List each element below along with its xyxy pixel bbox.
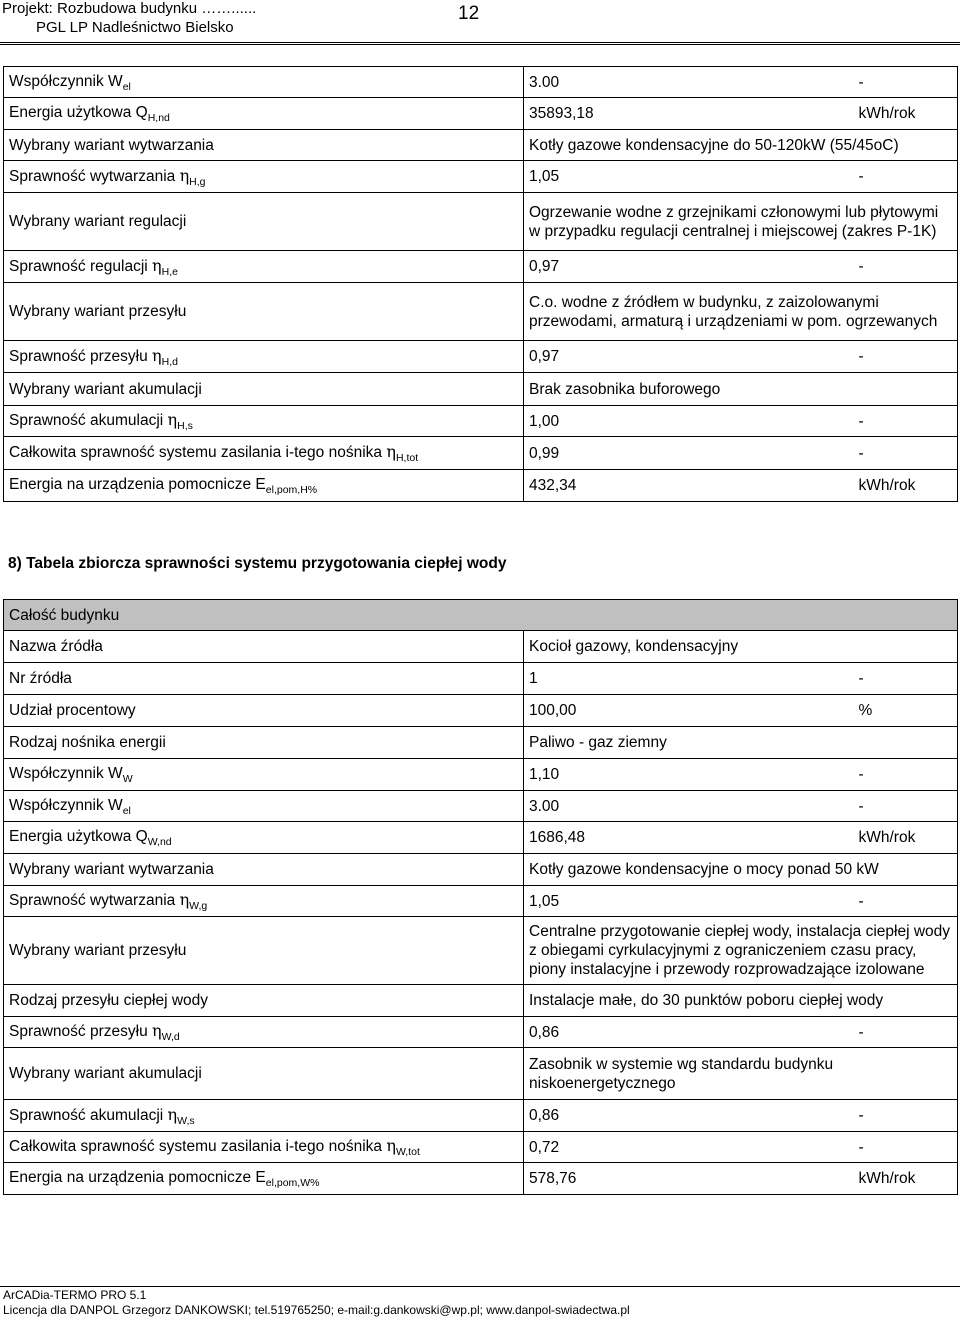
table-row [4,759,958,791]
value-cell: Kocioł gazowy, kondensacyjny [524,631,958,663]
project-title: Projekt: Rozbudowa budynku ……...... [2,0,257,17]
row-label: Sprawność akumulacji [9,412,168,429]
unit-cell: - [854,437,958,470]
group-header-row [4,600,958,631]
value-cell: 0,99 [524,437,854,470]
table-row [4,791,958,822]
label-cell [4,631,524,663]
unit-cell: - [854,1017,958,1048]
table-row [4,1100,958,1132]
eta-symbol: η [167,1104,178,1124]
project-client: PGL LP Nadleśnictwo Bielsko [36,19,234,36]
footer-software: ArCADia-TERMO PRO 5.1 [3,1288,147,1302]
eta-symbol: η [179,165,190,185]
row-label: Sprawność wytwarzania [9,167,180,185]
unit-cell: - [854,1132,958,1163]
subscript: H,nd [147,112,170,124]
table-row [4,406,958,437]
value-cell: 100,00 [524,695,854,727]
table-row [4,130,958,161]
label-cell [4,193,524,251]
table-row [4,985,958,1017]
unit-cell: - [854,251,958,283]
value-cell: 0,86 [524,1017,854,1048]
section-title: 8) Tabela zbiorcza sprawności systemu przygotowania ciepłej wody [8,555,507,572]
label-cell [4,1100,524,1132]
value-cell: 1 [524,663,854,695]
table-row [4,437,958,470]
footer-divider [0,1286,960,1287]
label-cell [4,1048,524,1100]
table-row [4,854,958,886]
label-cell [4,341,524,373]
subscript: W,nd [147,836,172,848]
subscript: H,e [161,265,178,278]
row-label: Energia na urządzenia pomocnicze E [9,476,266,493]
value-cell: 432,34 [524,470,854,502]
value-cell: 0,97 [524,251,854,283]
eta-symbol: η [167,410,178,429]
value-cell: 1686,48 [524,822,854,854]
subscript: W,g [189,900,208,912]
table-row [4,283,958,341]
label-cell [4,251,524,283]
table-row [4,917,958,985]
table-row [4,695,958,727]
label-cell [4,161,524,193]
label-cell [4,1163,524,1195]
unit-cell: - [854,759,958,791]
table-row [4,1163,958,1195]
label-cell [4,130,524,161]
value-cell: Kotły gazowe kondensacyjne do 50-120kW (55/45oC) [524,130,958,161]
row-label: Współczynnik W [9,796,123,814]
unit-cell: kWh/rok [854,98,958,130]
table-row [4,341,958,373]
eta-symbol: η [152,1021,162,1040]
unit-cell: - [854,341,958,373]
row-label: Sprawność regulacji [9,257,153,275]
subscript: H,tot [395,452,419,464]
label-cell [4,727,524,759]
unit-cell: kWh/rok [854,822,958,854]
unit-cell: - [854,67,958,98]
subscript: el [122,80,131,93]
row-label: Wybrany wariant wytwarzania [9,861,214,878]
table-row [4,161,958,193]
row-label: Energia użytkowa Q [9,828,148,845]
hot-water-efficiency-table [3,599,958,1195]
label-cell [4,437,524,470]
value-cell: 1,05 [524,886,854,917]
row-label: Sprawność przesyłu [9,347,153,365]
value-cell: Instalacje małe, do 30 punktów poboru ciepłej wody [524,985,958,1017]
value-cell: 1,10 [524,759,854,791]
unit-cell: % [854,695,958,727]
row-label: Energia użytkowa Q [9,104,148,121]
subscript: W [122,773,133,785]
row-label: Udział procentowy [9,702,136,719]
subscript: W,s [177,1114,195,1127]
row-label: Wybrany wariant akumulacji [9,380,202,398]
row-label: Całkowita sprawność systemu zasilania i-tego nośnika [9,1138,387,1155]
table-row [4,822,958,854]
value-cell: Centralne przygotowanie ciepłej wody, instalacja ciepłej wody z obiegami cyrkulacyjnymi z ograniczeniem czasu pracy, piony instalacyjne i przewody rozprowadzające izolowane [524,917,958,985]
label-cell [4,917,524,985]
subscript: W,d [161,1031,180,1043]
table-row [4,886,958,917]
table-row [4,1017,958,1048]
label-cell [4,791,524,822]
label-cell [4,886,524,917]
table-row [4,251,958,283]
table-row [4,663,958,695]
row-label: Rodzaj przesyłu ciepłej wody [9,992,209,1009]
label-cell [4,985,524,1017]
subscript: el,pom,H% [265,484,318,496]
label-cell [4,470,524,502]
subscript: el,pom,W% [265,1177,320,1189]
row-label: Współczynnik W [9,72,123,90]
value-cell: C.o. wodne z źródłem w budynku, z zaizolowanymi przewodami, armaturą i urządzeniami w pom. ogrzewanych [524,283,958,341]
value-cell: 1,05 [524,161,854,193]
value-cell: 0,97 [524,341,854,373]
page-number: 12 [458,3,480,24]
table-row [4,1132,958,1163]
value-cell: Paliwo - gaz ziemny [524,727,958,759]
row-label: Nazwa źródła [9,638,103,655]
value-cell: Kotły gazowe kondensacyjne o mocy ponad 50 kW [524,854,958,886]
subscript: W,tot [395,1146,420,1158]
table-row [4,470,958,502]
row-label: Wybrany wariant przesyłu [9,942,187,959]
label-cell [4,1132,524,1163]
value-cell: 578,76 [524,1163,854,1195]
page-header [0,0,960,40]
eta-symbol: η [179,890,190,909]
unit-cell: - [854,886,958,917]
table-row [4,193,958,251]
eta-symbol: η [386,1136,396,1155]
eta-symbol: η [386,442,396,461]
label-cell [4,67,524,98]
value-cell: 1,00 [524,406,854,437]
row-label: Wybrany wariant wytwarzania [9,136,214,154]
row-label: Współczynnik W [9,765,123,782]
label-cell [4,695,524,727]
label-cell [4,283,524,341]
value-cell: Ogrzewanie wodne z grzejnikami członowymi lub płytowymi w przypadku regulacji centralnej i miejscowej (zakres P-1K) [524,193,958,251]
value-cell: 3.00 [524,67,854,98]
group-header: Całość budynku [4,600,958,631]
label-cell [4,406,524,437]
unit-cell: - [854,161,958,193]
value-cell: 35893,18 [524,98,854,130]
unit-cell: kWh/rok [854,470,958,502]
table-row [4,67,958,98]
row-label: Rodzaj nośnika energii [9,734,166,751]
row-label: Całkowita sprawność systemu zasilania i-tego nośnika [9,444,387,461]
row-label: Sprawność wytwarzania [9,892,180,909]
row-label: Nr źródła [9,670,72,687]
row-label: Wybrany wariant regulacji [9,213,187,230]
row-label: Energia na urządzenia pomocnicze E [9,1169,266,1186]
table-row [4,1048,958,1100]
value-cell: Zasobnik w systemie wg standardu budynku niskoenergetycznego [524,1048,958,1100]
label-cell [4,663,524,695]
row-label: Wybrany wariant akumulacji [9,1065,202,1082]
subscript: el [122,804,131,817]
row-label: Sprawność akumulacji [9,1106,168,1124]
unit-cell: - [854,1100,958,1132]
unit-cell: - [854,406,958,437]
label-cell [4,822,524,854]
subscript: H,g [189,175,206,188]
value-cell: 0,86 [524,1100,854,1132]
unit-cell: - [854,791,958,822]
subscript: H,s [177,420,193,432]
footer-license: Licencja dla DANPOL Grzegorz DANKOWSKI; tel.519765250; e-mail:g.dankowski@wp.pl; www.danpol-swiadectwa.pl [3,1303,630,1317]
table-row [4,98,958,130]
unit-cell: kWh/rok [854,1163,958,1195]
value-cell: Brak zasobnika buforowego [524,373,958,406]
heating-efficiency-table [3,66,958,502]
unit-cell: - [854,663,958,695]
header-divider [0,42,960,45]
label-cell [4,373,524,406]
table-row [4,373,958,406]
row-label: Wybrany wariant przesyłu [9,303,187,320]
label-cell [4,98,524,130]
label-cell [4,854,524,886]
row-label: Sprawność przesyłu [9,1023,153,1040]
label-cell [4,1017,524,1048]
label-cell [4,759,524,791]
subscript: H,d [161,355,178,368]
value-cell: 0,72 [524,1132,854,1163]
eta-symbol: η [152,255,162,275]
eta-symbol: η [152,345,162,365]
table-row [4,727,958,759]
value-cell: 3.00 [524,791,854,822]
table-row [4,631,958,663]
